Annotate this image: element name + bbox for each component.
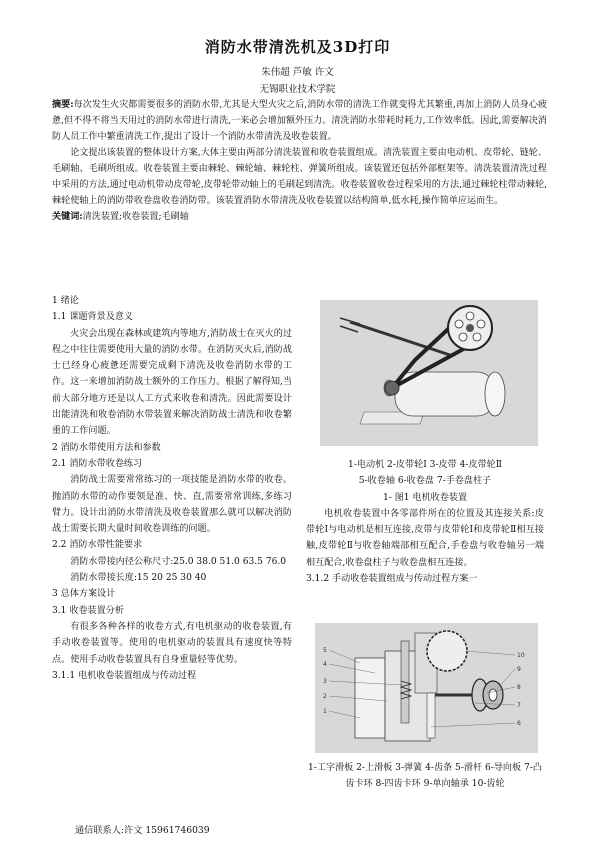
abstract	[52, 97, 547, 225]
paper-title: 消防水带清洗机及3D打印	[204, 38, 391, 56]
abstract-paragraph-2: 论文提出该装置的整体设计方案,大体主要由两部分清洗装置和收卷装置组成。清洗装置主要由电动机、皮带轮、链轮、毛刷轴、毛刷所组成。收卷装置主要由棘轮、棘轮轴、棘轮柱、弹簧所组成。该装置还包括外部框架等。清洗装置清洗过程中采用的方法,通过电动机带动皮带轮,皮带轮带动轴上的毛刷起到清洗。收卷装置收卷过程采用的方法,通过棘轮柱带动棘轮,棘轮使轴上的消防带收卷盘收卷消防带。该装置消防水带清洗及收卷装置以结构简单,低水耗,操作简单应运而生。	[52, 148, 547, 206]
heading-1: 1 绪论	[52, 296, 79, 306]
left-column	[52, 293, 292, 684]
figure-1-motor-winder	[320, 300, 538, 446]
heading-2: 2 消防水带使用方法和参数	[52, 442, 161, 453]
figure-1-title: 1- 图1 电机收卷装置	[382, 492, 468, 503]
authors: 朱伟超 芦敏 许文	[261, 67, 334, 78]
abstract-text: 每次发生火灾都需要很多的消防水带,尤其是大型火灾之后,消防水带的清洗工作就变得尤其繁重,再加上消防人员身心疲惫,但不得不将当天用过的消防水带进行清洗,一来必会增加额外压力。清洗消防水带耗时耗力,工作效率低。因此,需要解决消防人员工作中繁重清洗工作,提出了设计一个消防水带清洗及收卷装置。	[52, 100, 547, 142]
heading-3-1-1: 3.1.1 电机收卷装置组成与传动过程	[52, 670, 197, 681]
figure-2-manual-winder	[315, 623, 538, 753]
heading-2-2: 2.2 消防水带性能要求	[52, 540, 143, 551]
heading-3-1-2: 3.1.2 手动收卷装置组成与传动过程方案一	[306, 574, 478, 585]
figure-1-caption-a: 1-电动机 2-皮带轮Ⅰ 3-皮带 4-皮带轮Ⅱ	[348, 460, 502, 470]
fig2-label: 3	[323, 678, 327, 685]
fig2-label: 5	[323, 647, 327, 654]
paragraph-2-2-b: 消防水带接长度:15 20 25 30 40	[70, 573, 207, 584]
fig2-label: 7	[517, 702, 521, 709]
figure-1-caption-b: 5-收卷轴 6-收卷盘 7-手卷盘柱子	[358, 476, 492, 487]
keywords: 清洗装置;收卷装置;毛刷轴	[82, 212, 189, 222]
fig2-label: 9	[517, 666, 521, 673]
figure-2-caption-block	[306, 760, 544, 793]
fig2-label: 2	[323, 693, 327, 700]
fig2-label: 4	[323, 661, 327, 668]
paragraph-2-1: 消防战士需要常常练习的一项技能是消防水带的收卷。抛消防水带的动作要领是准、快、直,需要常常训练,多练习臂力。设计出消防水带清洗及收卷装置那么就可以解决消防战士需要长期大量时间收卷训练的问题。	[52, 475, 292, 535]
contact-footer: 通信联系人:许文 15961746039	[75, 825, 210, 836]
heading-1-1: 1.1 课题背景及意义	[52, 312, 134, 323]
heading-3: 3 总体方案设计	[52, 589, 116, 600]
paragraph-2-2-a: 消防水带接内径公称尺寸:25.0 38.0 51.0 63.5 76.0	[70, 556, 287, 567]
affiliation: 无锡职业技术学院	[259, 84, 336, 95]
fig2-label: 6	[517, 720, 521, 727]
fig2-label: 8	[517, 684, 521, 691]
paragraph-3-1-1: 电机收卷装置中各零部件所在的位置及其连接关系:皮带轮Ⅰ与电动机是相互连接,皮带与皮带轮Ⅰ和皮带轮Ⅱ相互接触,皮带轮Ⅱ与收卷轴端部相互配合,手卷盘与收卷轴另一端相互配合,收卷盘柱子与收卷盘相互连接。	[306, 508, 544, 568]
heading-2-1: 2.1 消防水带收卷练习	[52, 458, 143, 469]
keywords-label: 关键词:	[52, 211, 83, 222]
heading-3-1: 3.1 收卷装置分析	[52, 605, 124, 616]
paragraph-3-1: 有很多各种各样的收卷方式,有电机驱动的收卷装置,有手动收卷装置等。使用的电机驱动的装置具有速度快等特点。使用手动收卷装置具有自身重量轻等优势。	[52, 621, 292, 665]
paragraph-1-1: 火灾会出现在森林或建筑内等地方,消防战士在灭火的过程之中往往需要使用大量的消防水带。在消防灭火后,消防战士已经身心疲惫还需要完成剩下清洗及收卷消防水带的工作。这一来增加消防战士额外的工作压力。根据了解得知,当前大部分地方还是以人工方式来收卷和清洗。因此需要设计出能清洗和收卷消防水带装置来解决消防战士清洗和收卷繁重的工作问题。	[52, 328, 292, 437]
figure-2-caption: 1-工字滑板 2-上滑板 3-弹簧 4-齿条 5-滑杆 6-导向板 7-凸齿卡环 8-四齿卡环 9-单向轴承 10-齿轮	[308, 763, 542, 790]
right-column	[306, 457, 544, 587]
fig2-label: 10	[517, 652, 525, 659]
abstract-label: 摘要:	[52, 99, 74, 110]
fig2-label: 1	[323, 708, 327, 715]
